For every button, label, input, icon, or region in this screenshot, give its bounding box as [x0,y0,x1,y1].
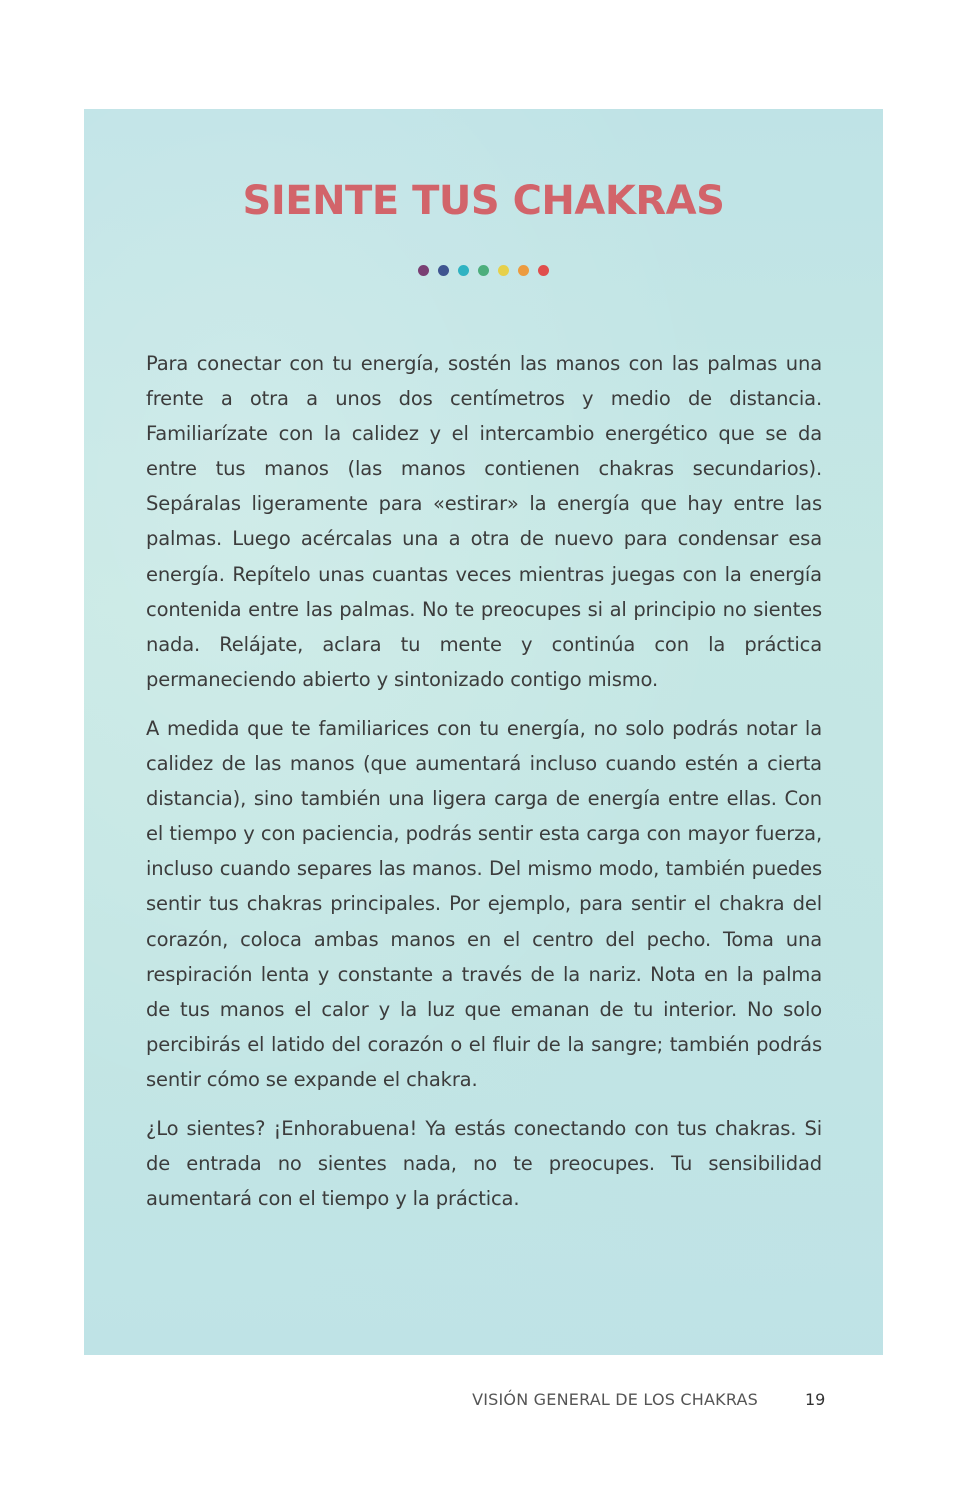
page-title: SIENTE TUS CHAKRAS [242,178,725,224]
chakra-dots-divider [84,265,883,277]
page-footer [0,1390,967,1414]
content-panel [84,109,883,1355]
running-head: VISIÓN GENERAL DE LOS CHAKRAS [472,1390,758,1409]
yellow-dot [498,265,509,276]
paragraph: ¿Lo sientes? ¡Enhorabuena! Ya estás conectando con tus chakras. Si de entrada no sientes nada, no te preocupes. Tu sensibilidad aumentará con el tiempo y la práctica. [146,1116,822,1211]
blue-dot [458,265,469,276]
violet-dot [418,265,429,276]
indigo-dot [438,265,449,276]
red-dot [538,265,549,276]
orange-dot [518,265,529,276]
page-number: 19 [805,1390,826,1409]
body-text [146,346,822,1230]
paragraph: A medida que te familiarices con tu energía, no solo podrás notar la calidez de las manos (que aumentará incluso cuando estén a cierta distancia), sino también una ligera carga de energía entre ellas. Con el tiempo y con paciencia, podrás sentir esta carga con mayor fuerza, incluso cuando separes las manos. Del mismo modo, también puedes sentir tus chakras principales. Por ejemplo, para sentir el chakra del corazón, coloca ambas manos en el centro del pecho. Toma una respiración lenta y constante a través de la nariz. Nota en la palma de tus manos el calor y la luz que emanan de tu interior. No solo percibirás el latido del corazón o el fluir de la sangre; también podrás sentir cómo se expande el chakra. [146,716,822,1091]
paragraph: Para conectar con tu energía, sostén las manos con las palmas una frente a otra a unos dos centímetros y medio de distancia. Familiarízate con la calidez y el intercambio energético que se da entre tus manos (las manos contienen chakras secundarios). Sepáralas ligeramente para «estirar» la energía que hay entre las palmas. Luego acércalas una a otra de nuevo para condensar esa energía. Repítelo unas cuantas veces mientras juegas con la energía contenida entre las palmas. No te preocupes si al principio no sientes nada. Relájate, aclara tu mente y continúa con la práctica permaneciendo abierto y sintonizado contigo mismo. [146,352,822,691]
green-dot [478,265,489,276]
